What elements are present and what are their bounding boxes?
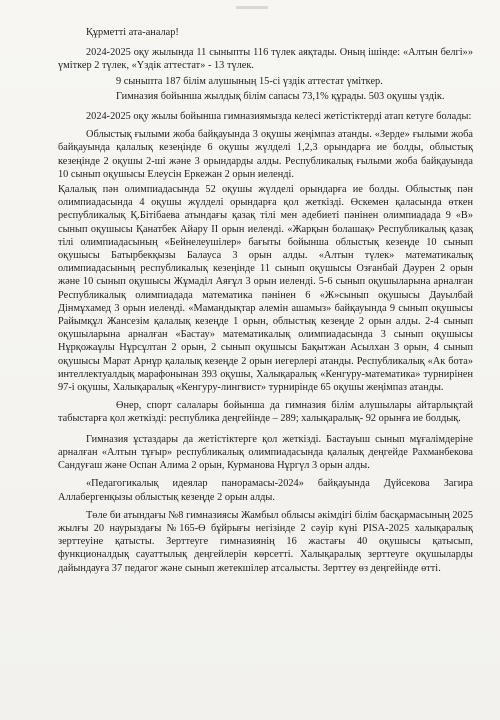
paragraph-olympiads: Қалалық пән олимпиадасында 52 оқушы жүлделі орындарға ие болды. Облыстық пән олимпиадасында 4 оқушы жүлделі орындарға қол жеткізді. Өскемен қаласында өткен республикалық Қ.Бітібаева атындағы қазақ тілі мен әдебиеті пәнінен олимпиадада 9 «В» сынып оқушысы Қанатбек Айару II орын иеленді. «Жарқын болашақ» Республикалық қазақ тілі олимпиадасының «Бейнелеушілер» бағыты бойынша облыстық кезеңде 10 сынып оқушысы Батырбекқызы Балауса 3 орын алды. «Алтын түлек» математикалық олимпиадасының республикалық кезеңінде 11 сынып оқушысы Озғанбай Дәурен 2 орын және 10 сынып оқушысы Жұмаділ Аяғұл 3 орын иеленді. 5-6 сынып оқушыларына арналған Республикалық олимпиадада математика пәнінен 6 «Ж»сынып оқушысы Дауылбай Дінмұхамед 3 орын иеленді. «Мамандықтар әлемін ашамыз» байқауында 9 сынып оқушысы Райымқұл Жансезім қалалық кезеңде 1 орын, облыстық кезеңде 2 орын алды. 2-4 сынып оқушыларына арналған «Бастау» математикалық олимпиадасында 3 сынып оқушысы Нұрқожаұлы Нұрсұлтан 2 орын, 2 сынып оқушысы Бақытжан Асылхан 3 орын, 4 сынып оқушысы Марат Арнұр қалалық кезеңде 2 орын иегерлері атанды. Республикалық «Ак бота» интеллектуалдық марафонынан 393 оқушы, Халықаралық «Кенгуру-математика» турнирінен 97-і оқушы, Халықаралық «Кенгуру-лингвист» турнирінде 65 оқушы жеңімпаз атанды. xyxy=(58,184,473,394)
paragraph-arts-sports: Өнер, спорт салалары бойынша да гимназия білім алушылары айтарлықтай табыстарға қол жеткізді: республика деңгейінде – 289; халықаралық- 92 орынға ие болдық. xyxy=(58,400,473,425)
paragraph-grade9: 9 сыныпта 187 білім алушының 15-сі үздік аттестат үміткер. xyxy=(116,75,383,87)
greeting: Құрметті ата-аналар! xyxy=(86,27,179,38)
document-body xyxy=(58,26,473,577)
paragraph-quality: Гимназия бойынша жылдық білім сапасы 73,1% құрады. 503 оқушы үздік. xyxy=(116,90,445,102)
scan-artifact xyxy=(236,6,268,9)
paragraph-pisa: Төле би атындағы №8 гимназиясы Жамбыл облысы әкімдігі білім басқармасының 2025 жылғы 20 наурыздағы №165-Ө бұйрығы негізінде 2 сәуір күні PISA-2025 халықаралық зерттеуіне қатысты. Зерттеуге гимназиянің 16 жастағы 40 оқушысы қатысып, функционалдық сауаттылық деңгейлерін көрсетті. Халықаралық зерттеуге оқушыларды дайындауға 37 педагог және сынып жетекшілер атсалысты. Зерттеу өз деңгейінде өтті. xyxy=(58,509,473,574)
paragraph-achievements-intro: 2024-2025 оқу жылы бойынша гимназиямызда келесі жетістіктерді атап кетуге болады: xyxy=(86,111,472,123)
paragraph-graduates: 2024-2025 оқу жылында 11 сыныпты 116 түлек аяқтады. Оның ішінде: «Алтын белгі»» үміткер 2 түлек, «Үздік аттестат» - 13 түлек. xyxy=(58,47,473,72)
paragraph-science-projects: Облыстық ғылыми жоба байқауында 3 оқушы жеңімпаз атанды. «Зерде» ғылыми жоба байқауында қалалық кезеңінде 6 оқушы жүлделі 1,2,3 орындарға ие болды, облыстық кезеңінде 2 оқушы 2-ші және 3 орындарды алды. Республикалық ғылыми жоба байқауында 10 сынып оқушысы Елеусін Еркежан 2 орын иеленді. xyxy=(58,129,473,180)
paragraph-pedagogical-ideas: «Педагогикалық идеялар панорамасы-2024» байқауында Дүйсекова Загира Аллабергенқызы облыстық кезеңде 2 орын алды. xyxy=(58,478,473,503)
paragraph-teachers: Гимназия ұстаздары да жетістіктерге қол жеткізді. Бастауыш сынып мұғалімдеріне арналған «Алтын тұғыр» республикалық олимпиадасында қалалық деңгейде Рахманбекова Сандуғаш және Оспан Алима 2 орын, Курманова Нұргүл 3 орын алды. xyxy=(58,433,473,472)
